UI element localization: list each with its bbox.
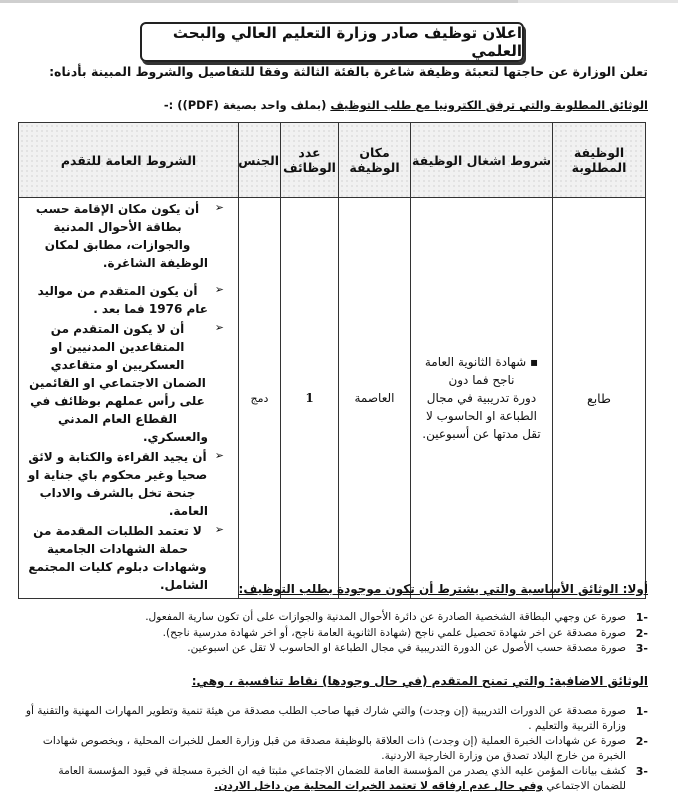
top-border-highlight xyxy=(518,0,678,3)
section2-list xyxy=(23,704,648,794)
arrow-bullet-icon: ➢ xyxy=(214,523,224,536)
list-item: -2 صورة مصدقة عن اخر شهادة تحصيل علمي ناجح (شهادة الثانوية العامة ناجح، أو اخر شهادة مدرسية ناجح). xyxy=(162,626,648,640)
cell-general-conditions xyxy=(19,198,239,599)
job-table xyxy=(18,122,646,599)
general-condition-item: ➢ أن يكون مكان الإقامة حسب بطاقة الأحوال المدنية والجوازات، مطابق لمكان الوظيفة الشاغرة. xyxy=(35,201,224,270)
list-item: -2 صورة عن شهادات الخبرة العملية (إن وجدت) ذات العلاقة بالوظيفة مصدقة من قبل وزارة العمل للخبرات المحلية ، وبخصوص شهادات الخبرة من خارج البلاد تصدق من وزارة الخارجية الاردنية. xyxy=(42,735,648,763)
required-docs-note: (بملف واحد بصيغة (PDF)) :- xyxy=(163,98,331,112)
required-docs-label: الوثائق المطلوبة والتي ترفق الكترونيا مع طلب التوظيف xyxy=(330,98,648,112)
arrow-bullet-icon: ➢ xyxy=(214,201,224,214)
table-row xyxy=(19,198,646,599)
col-header-gender: الجنس xyxy=(239,123,281,198)
section2-heading: الوثائق الاضافية: والتي تمنح المتقدم (في حال وجودها) نقاط تنافسية ، وهي: xyxy=(191,674,648,688)
cell-gender: دمج xyxy=(239,198,281,599)
col-header-place: مكان الوظيفة xyxy=(339,123,411,198)
col-header-general-conditions: الشروط العامة للتقدم xyxy=(19,123,239,198)
intro-text: تعلن الوزارة عن حاجتها لتعبئة وظيفة شاغرة بالفئة الثالثة وفقا للتفاصيل والشروط المبينة بأدناه: xyxy=(49,64,648,79)
col-header-job: الوظيفة المطلوبة xyxy=(553,123,646,198)
section1-heading: أولا: الوثائق الأساسية والتي يشترط أن تكون موجودة بطلب التوظيف: xyxy=(238,582,648,596)
list-item: -1 صورة عن وجهي البطاقة الشخصية الصادرة عن دائرة الأحوال المدنية والجوازات على أن تكون سارية المفعول. xyxy=(145,611,648,624)
list-item: -1 صورة مصدقة عن الدورات التدريبية (إن وجدت) والتي شارك فيها صاحب الطلب مصدقة من هيئة تنمية وتطوير المهارات المهنية والتقنية أو وزارة التربية والتعليم . xyxy=(25,705,648,733)
general-condition-item: ➢ أن يكون المتقدم من مواليد عام 1976 فما بعد . xyxy=(37,283,224,316)
table-header-row xyxy=(19,123,646,198)
cell-job: طابع xyxy=(553,198,646,599)
arrow-bullet-icon: ➢ xyxy=(214,283,224,296)
col-header-count: عدد الوظائف xyxy=(281,123,339,198)
cell-job-conditions xyxy=(411,198,553,599)
arrow-bullet-icon: ➢ xyxy=(214,449,224,462)
general-condition-item: ➢ لا تعتمد الطلبات المقدمة من حملة الشهادات الجامعية وشهادات دبلوم كليات المجتمع الشامل. xyxy=(28,523,224,592)
emphasis-note: وفي حال عدم ارفاقه لا تعتمد الخبرات المحلية من داخل الاردن. xyxy=(214,780,543,793)
list-item: -3 صورة مصدقة حسب الأصول عن الدورة التدريبية في مجال الطباعة او الحاسوب لا تقل عن اسبوعين. xyxy=(187,642,648,656)
general-condition-item: ➢ أن يجيد القراءة والكتابة و لائق صحيا وغير محكوم باي جناية او جنحة تخل بالشرف والاداب العامة. xyxy=(27,449,224,518)
job-condition-item: ▪ شهادة الثانوية العامة ناجح فما دون xyxy=(424,355,539,387)
col-header-job-conditions: شروط اشغال الوظيفة xyxy=(411,123,553,198)
cell-place: العاصمة xyxy=(339,198,411,599)
announcement-title: اعلان توظيف صادر وزارة التعليم العالي والبحث العلمي xyxy=(140,22,524,62)
required-docs-line xyxy=(28,98,648,112)
section1-list xyxy=(48,610,648,657)
list-item: -3 كشف بيانات المؤمن عليه الذي يصدر من المؤسسة العامة للضمان الاجتماعي مثبتا فيه ان الخبرة مسجلة في قيود المؤسسة العامة للضمان الاجتماعي وفي حال عدم ارفاقه لا تعتمد الخبرات المحلية من داخل الاردن. xyxy=(58,765,648,793)
arrow-bullet-icon: ➢ xyxy=(214,321,224,334)
cell-count: 1 xyxy=(281,198,339,599)
general-condition-item: ➢ أن لا يكون المتقدم من المتقاعدين المدنيين او العسكريين او متقاعدي الضمان الاجتماعي او القائمين على رأس عملهم بوظائف في القطاع العام المدني والعسكري. xyxy=(29,321,224,444)
job-condition-item: دورة تدريبية في مجال الطباعة او الحاسوب لا تقل مدتها عن أسبوعين. xyxy=(422,391,541,441)
